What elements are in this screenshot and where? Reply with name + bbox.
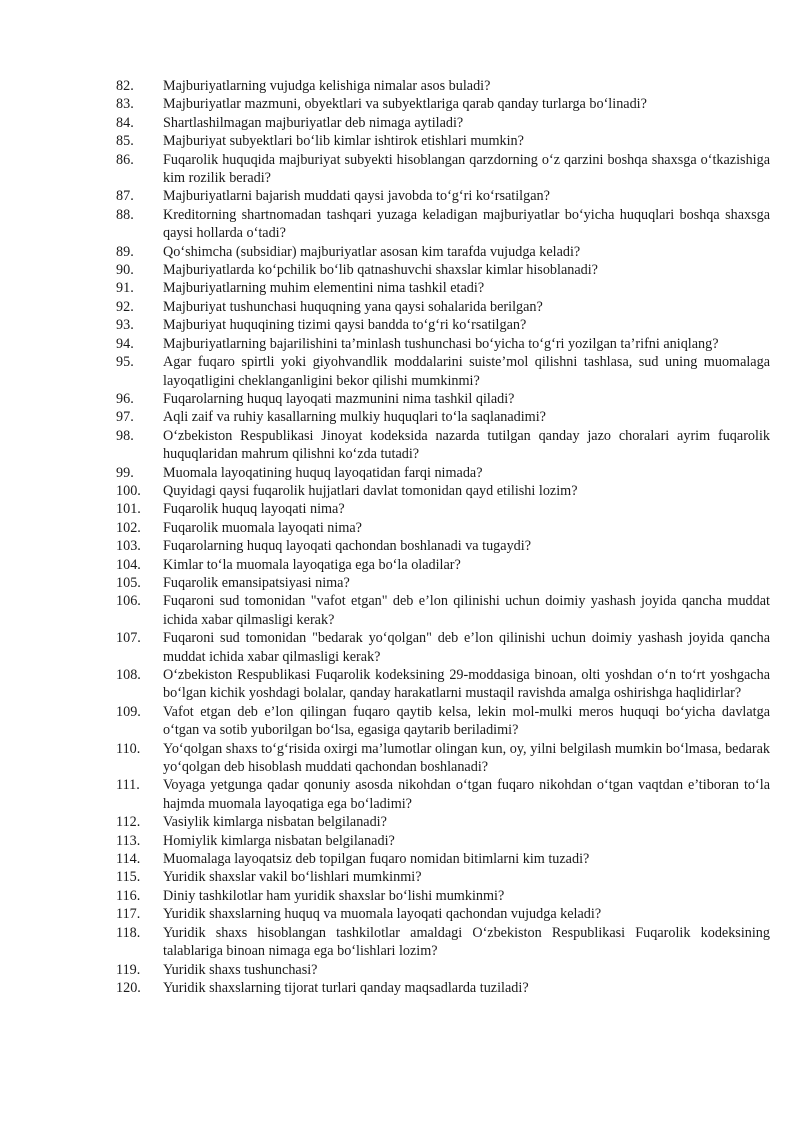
question-text: Quyidagi qaysi fuqarolik hujjatlari davlat tomonidan qayd etilishi lozim? bbox=[163, 482, 578, 499]
question-number: 100. bbox=[116, 482, 141, 499]
question-item bbox=[0, 887, 800, 905]
question-item bbox=[0, 335, 800, 353]
question-item bbox=[0, 979, 800, 997]
question-text: Fuqarolarning huquq layoqati mazmunini nima tashkil qiladi? bbox=[163, 390, 515, 407]
question-text: Fuqaroni sud tomonidan "bedarak yo‘qolgan" deb e’lon qilinishi uchun doimiy yashash joyida qancha muddat ichida xabar qilmasligi kerak? bbox=[163, 630, 770, 665]
question-number: 95. bbox=[116, 354, 134, 371]
question-number: 89. bbox=[116, 243, 134, 260]
question-item bbox=[0, 279, 800, 297]
question-number: 82. bbox=[116, 78, 134, 94]
question-item bbox=[0, 206, 800, 243]
question-item bbox=[0, 95, 800, 113]
question-text: Diniy tashkilotlar ham yuridik shaxslar bo‘lishi mumkinmi? bbox=[163, 887, 505, 904]
question-text: Shartlashilmagan majburiyatlar deb nimaga aytiladi? bbox=[163, 114, 464, 131]
question-number: 94. bbox=[116, 335, 134, 352]
question-number: 87. bbox=[116, 188, 134, 205]
question-number: 117. bbox=[116, 906, 141, 923]
question-text: Majburiyatlarning muhim elementini nima tashkil etadi? bbox=[163, 280, 485, 297]
question-item bbox=[0, 850, 800, 868]
question-text: Majburiyatlarda ko‘pchilik bo‘lib qatnashuvchi shaxslar kimlar hisoblanadi? bbox=[163, 262, 598, 279]
question-item bbox=[0, 77, 800, 95]
question-text: Fuqarolik emansipatsiyasi nima? bbox=[163, 574, 350, 591]
question-number: 92. bbox=[116, 298, 134, 315]
question-item bbox=[0, 500, 800, 518]
question-item bbox=[0, 187, 800, 205]
question-item bbox=[0, 114, 800, 132]
question-text: O‘zbekiston Respublikasi Jinoyat kodeksida nazarda tutilgan qanday jazo choralari ayrim fuqarolik huquqlaridan mahrum qilishni ko‘zda tutadi? bbox=[163, 427, 770, 463]
question-number: 88. bbox=[116, 206, 134, 223]
question-text: Homiylik kimlarga nisbatan belgilanadi? bbox=[163, 832, 395, 849]
question-text: Fuqarolik muomala layoqati nima? bbox=[163, 519, 362, 536]
question-text: Aqli zaif va ruhiy kasallarning mulkiy huquqlari to‘la saqlanadimi? bbox=[163, 409, 546, 426]
question-item bbox=[0, 353, 800, 390]
question-item bbox=[0, 556, 800, 574]
question-number: 109. bbox=[116, 703, 141, 720]
question-item bbox=[0, 298, 800, 316]
question-text: Majburiyatlarni bajarish muddati qaysi javobda to‘g‘ri ko‘rsatilgan? bbox=[163, 188, 550, 205]
question-item bbox=[0, 132, 800, 150]
question-number: 99. bbox=[116, 464, 134, 481]
question-text: Yuridik shaxs tushunchasi? bbox=[163, 961, 318, 978]
question-item bbox=[0, 832, 800, 850]
question-number: 97. bbox=[116, 409, 134, 426]
question-number: 104. bbox=[116, 556, 141, 573]
question-number: 111. bbox=[116, 777, 140, 794]
question-text: Yuridik shaxslarning huquq va muomala layoqati qachondan vujudga keladi? bbox=[163, 906, 602, 923]
question-text: Majburiyatlarning vujudga kelishiga nimalar asos buladi? bbox=[163, 78, 491, 94]
question-item bbox=[0, 316, 800, 334]
question-number: 115. bbox=[116, 869, 141, 886]
question-text: Yuridik shaxs hisoblangan tashkilotlar amaldagi O‘zbekiston Respublikasi Fuqarolik kodeksining talablariga binoan nimaga ega bo‘lishlari lozim? bbox=[163, 924, 770, 960]
question-number: 86. bbox=[116, 151, 134, 168]
question-item bbox=[0, 592, 800, 629]
question-number: 119. bbox=[116, 961, 141, 978]
question-number: 114. bbox=[116, 851, 141, 868]
question-number: 105. bbox=[116, 574, 141, 591]
question-number: 90. bbox=[116, 262, 134, 279]
question-text: Muomalaga layoqatsiz deb topilgan fuqaro nomidan bitimlarni kim tuzadi? bbox=[163, 851, 590, 868]
question-item bbox=[0, 482, 800, 500]
question-item bbox=[0, 537, 800, 555]
question-item bbox=[0, 519, 800, 537]
question-item bbox=[0, 464, 800, 482]
question-item bbox=[0, 924, 800, 961]
question-item bbox=[0, 243, 800, 261]
question-text: O‘zbekiston Respublikasi Fuqarolik kodeksining 29-moddasiga binoan, olti yoshdan o‘n to‘rt yoshgacha bo‘lgan kichik yoshdagi bolalar, qanday harakatlarni mustaqil ravishda amalga oshirishga haqlidirlar? bbox=[163, 667, 770, 702]
question-item bbox=[0, 703, 800, 740]
question-number: 108. bbox=[116, 667, 141, 683]
question-number: 106. bbox=[116, 593, 141, 610]
question-text: Fuqaroni sud tomonidan "vafot etgan" deb e’lon qilinishi uchun doimiy yashash joyida qancha muddat ichida xabar qilmasligi kerak? bbox=[163, 593, 770, 628]
question-text: Vafot etgan deb e’lon qilingan fuqaro qaytib kelsa, lekin mol-mulki meros huquqi bo‘yicha davlatga o‘tgan va sotib yuborilgan bo‘lsa, egasiga qaytarib beriladimi? bbox=[163, 703, 770, 739]
question-item bbox=[0, 740, 800, 777]
question-item bbox=[0, 666, 800, 703]
question-text: Yuridik shaxslar vakil bo‘lishlari mumkinmi? bbox=[163, 869, 422, 886]
question-item bbox=[0, 390, 800, 408]
question-number: 116. bbox=[116, 887, 141, 904]
question-text: Yo‘qolgan shaxs to‘g‘risida oxirgi ma’lumotlar olingan kun, oy, yilni belgilash mumkin bo‘lmasa, bedarak yo‘qolgan deb hisoblash muddati qachondan boshlanadi? bbox=[163, 740, 770, 776]
question-number: 96. bbox=[116, 390, 134, 407]
question-item bbox=[0, 868, 800, 886]
question-number: 107. bbox=[116, 630, 141, 647]
question-text: Yuridik shaxslarning tijorat turlari qanday maqsadlarda tuziladi? bbox=[163, 979, 529, 996]
question-text: Fuqarolik huquq layoqati nima? bbox=[163, 501, 345, 518]
question-text: Vasiylik kimlarga nisbatan belgilanadi? bbox=[163, 814, 387, 831]
question-number: 85. bbox=[116, 133, 134, 150]
question-number: 83. bbox=[116, 96, 134, 113]
question-item bbox=[0, 427, 800, 464]
question-number: 118. bbox=[116, 924, 141, 941]
question-text: Majburiyatlar mazmuni, obyektlari va subyektlariga qarab qanday turlarga bo‘linadi? bbox=[163, 96, 647, 113]
question-item bbox=[0, 905, 800, 923]
question-text: Muomala layoqatining huquq layoqatidan farqi nimada? bbox=[163, 464, 483, 481]
question-item bbox=[0, 151, 800, 188]
question-item bbox=[0, 408, 800, 426]
question-number: 102. bbox=[116, 519, 141, 536]
question-number: 110. bbox=[116, 740, 141, 757]
question-text: Kimlar to‘la muomala layoqatiga ega bo‘la oladilar? bbox=[163, 556, 461, 573]
question-item bbox=[0, 776, 800, 813]
question-text: Majburiyat tushunchasi huquqning yana qaysi sohalarida berilgan? bbox=[163, 298, 543, 315]
question-number: 113. bbox=[116, 832, 141, 849]
question-number: 112. bbox=[116, 814, 141, 831]
question-item bbox=[0, 261, 800, 279]
question-number: 98. bbox=[116, 427, 134, 444]
question-text: Fuqarolarning huquq layoqati qachondan boshlanadi va tugaydi? bbox=[163, 538, 531, 555]
question-text: Kreditorning shartnomadan tashqari yuzaga keladigan majburiyatlar bo‘yicha huquqlari boshqa shaxsga qaysi hollarda o‘tadi? bbox=[163, 206, 770, 242]
question-number: 93. bbox=[116, 317, 134, 334]
question-number: 84. bbox=[116, 114, 134, 131]
question-number: 101. bbox=[116, 501, 141, 518]
question-text: Majburiyat huquqining tizimi qaysi bandda to‘g‘ri ko‘rsatilgan? bbox=[163, 317, 527, 334]
question-text: Fuqarolik huquqida majburiyat subyekti hisoblangan qarzdorning o‘z qarzini boshqa shaxsga o‘tkazishiga kim rozilik beradi? bbox=[163, 151, 770, 187]
question-number: 91. bbox=[116, 280, 134, 297]
question-item bbox=[0, 629, 800, 666]
question-list bbox=[0, 77, 800, 997]
question-item bbox=[0, 961, 800, 979]
question-text: Majburiyatlarning bajarilishini ta’minlash tushunchasi bo‘yicha to‘g‘ri yozilgan ta’rifni aniqlang? bbox=[163, 335, 719, 352]
question-number: 103. bbox=[116, 538, 141, 555]
question-text: Voyaga yetgunga qadar qonuniy asosda nikohdan o‘tgan fuqaro nikohdan o‘tgan vaqtdan e’tiboran to‘la hajmda muomala layoqatiga ega bo‘ladimi? bbox=[163, 777, 770, 812]
question-number: 120. bbox=[116, 979, 141, 996]
question-item bbox=[0, 813, 800, 831]
question-item bbox=[0, 574, 800, 592]
question-text: Qo‘shimcha (subsidiar) majburiyatlar asosan kim tarafda vujudga keladi? bbox=[163, 243, 581, 260]
question-text: Majburiyat subyektlari bo‘lib kimlar ishtirok etishlari mumkin? bbox=[163, 133, 524, 150]
question-text: Agar fuqaro spirtli yoki giyohvandlik moddalarini suiste’mol qilishni tashlasa, sud uning muomalaga layoqatligini cheklanganligini bekor qilishi mumkinmi? bbox=[163, 354, 770, 389]
